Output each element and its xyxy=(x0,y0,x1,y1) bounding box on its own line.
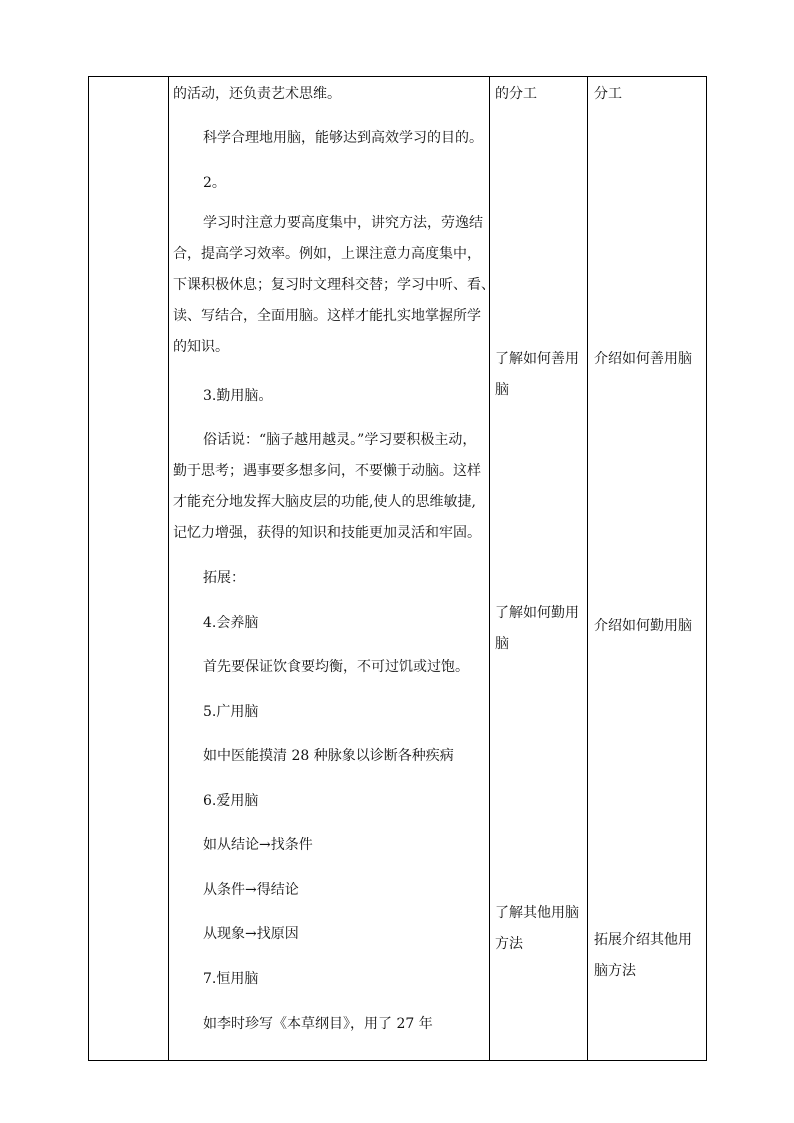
paragraph: 如从结论→找条件 xyxy=(203,837,313,853)
cell-text: 分工 xyxy=(594,86,622,102)
cell-text: 介绍如何勤用脑 xyxy=(594,618,692,634)
paragraph-line: 下课积极休息；复习时文理科交替；学习中听、看、 xyxy=(173,277,495,293)
table-column-divider xyxy=(168,77,169,1060)
paragraph-block xyxy=(173,425,487,549)
student-activity-item xyxy=(495,598,583,660)
section-heading: 3.勤用脑。 xyxy=(203,388,273,404)
cell-text: 拓展介绍其他用 xyxy=(594,932,692,948)
section-heading: 7.恒用脑 xyxy=(203,971,259,987)
paragraph: 从现象→找原因 xyxy=(203,926,299,942)
section-heading: 4.会养脑 xyxy=(203,615,259,631)
paragraph: 首先要保证饮食要均衡，不可过饥或过饱。 xyxy=(203,659,469,675)
paragraph-line: 的知识。 xyxy=(173,339,229,355)
paragraph-line: 读、写结合，全面用脑。这样才能扎实地掌握所学 xyxy=(173,308,481,324)
table-column-divider xyxy=(489,77,490,1060)
paragraph: 科学合理地用脑，能够达到高效学习的目的。 xyxy=(203,130,483,146)
cell-text: 介绍如何善用脑 xyxy=(594,351,692,367)
section-heading: 拓展： xyxy=(203,570,245,586)
cell-text: 脑 xyxy=(495,382,509,398)
paragraph: 从条件→得结论 xyxy=(203,882,299,898)
section-heading: 6.爱用脑 xyxy=(203,793,259,809)
paragraph-line: 俗话说：“脑子越用越灵。”学习要积极主动， xyxy=(203,432,477,448)
paragraph: 如李时珍写《本草纲目》，用了 27 年 xyxy=(203,1016,433,1032)
cell-text: 了解如何善用 xyxy=(495,351,579,367)
student-activity-item xyxy=(495,898,583,960)
cell-text: 的分工 xyxy=(495,86,537,102)
paragraph-line: 合，提高学习效率。例如，上课注意力高度集中， xyxy=(173,246,481,262)
section-number: 2。 xyxy=(203,175,226,191)
table-column-divider xyxy=(587,77,588,1060)
student-activity-item xyxy=(495,344,583,406)
paragraph-block xyxy=(173,208,495,363)
cell-text: 脑方法 xyxy=(594,963,636,979)
paragraph: 的活动，还负责艺术思维。 xyxy=(173,86,341,102)
paragraph-line: 勤于思考；遇事要多想多问，不要懒于动脑。这样 xyxy=(173,463,481,479)
cell-text: 脑 xyxy=(495,636,509,652)
paragraph-line: 学习时注意力要高度集中，讲究方法，劳逸结 xyxy=(203,215,483,231)
section-heading: 5.广用脑 xyxy=(203,704,259,720)
design-intent-cell xyxy=(594,79,704,110)
cell-text: 了解其他用脑 xyxy=(495,905,579,921)
lesson-plan-table xyxy=(88,76,707,1061)
paragraph-line: 记忆力增强，获得的知识和技能更加灵活和牢固。 xyxy=(173,525,481,541)
paragraph-line: 才能充分地发挥大脑皮层的功能,使人的思维敏捷, xyxy=(173,494,476,510)
design-intent-item xyxy=(594,611,704,642)
design-intent-item xyxy=(594,925,704,987)
student-activity-cell xyxy=(495,79,583,110)
cell-text: 方法 xyxy=(495,936,523,952)
paragraph: 如中医能摸清 28 种脉象以诊断各种疾病 xyxy=(203,748,454,764)
cell-text: 了解如何勤用 xyxy=(495,605,579,621)
design-intent-item xyxy=(594,344,704,375)
